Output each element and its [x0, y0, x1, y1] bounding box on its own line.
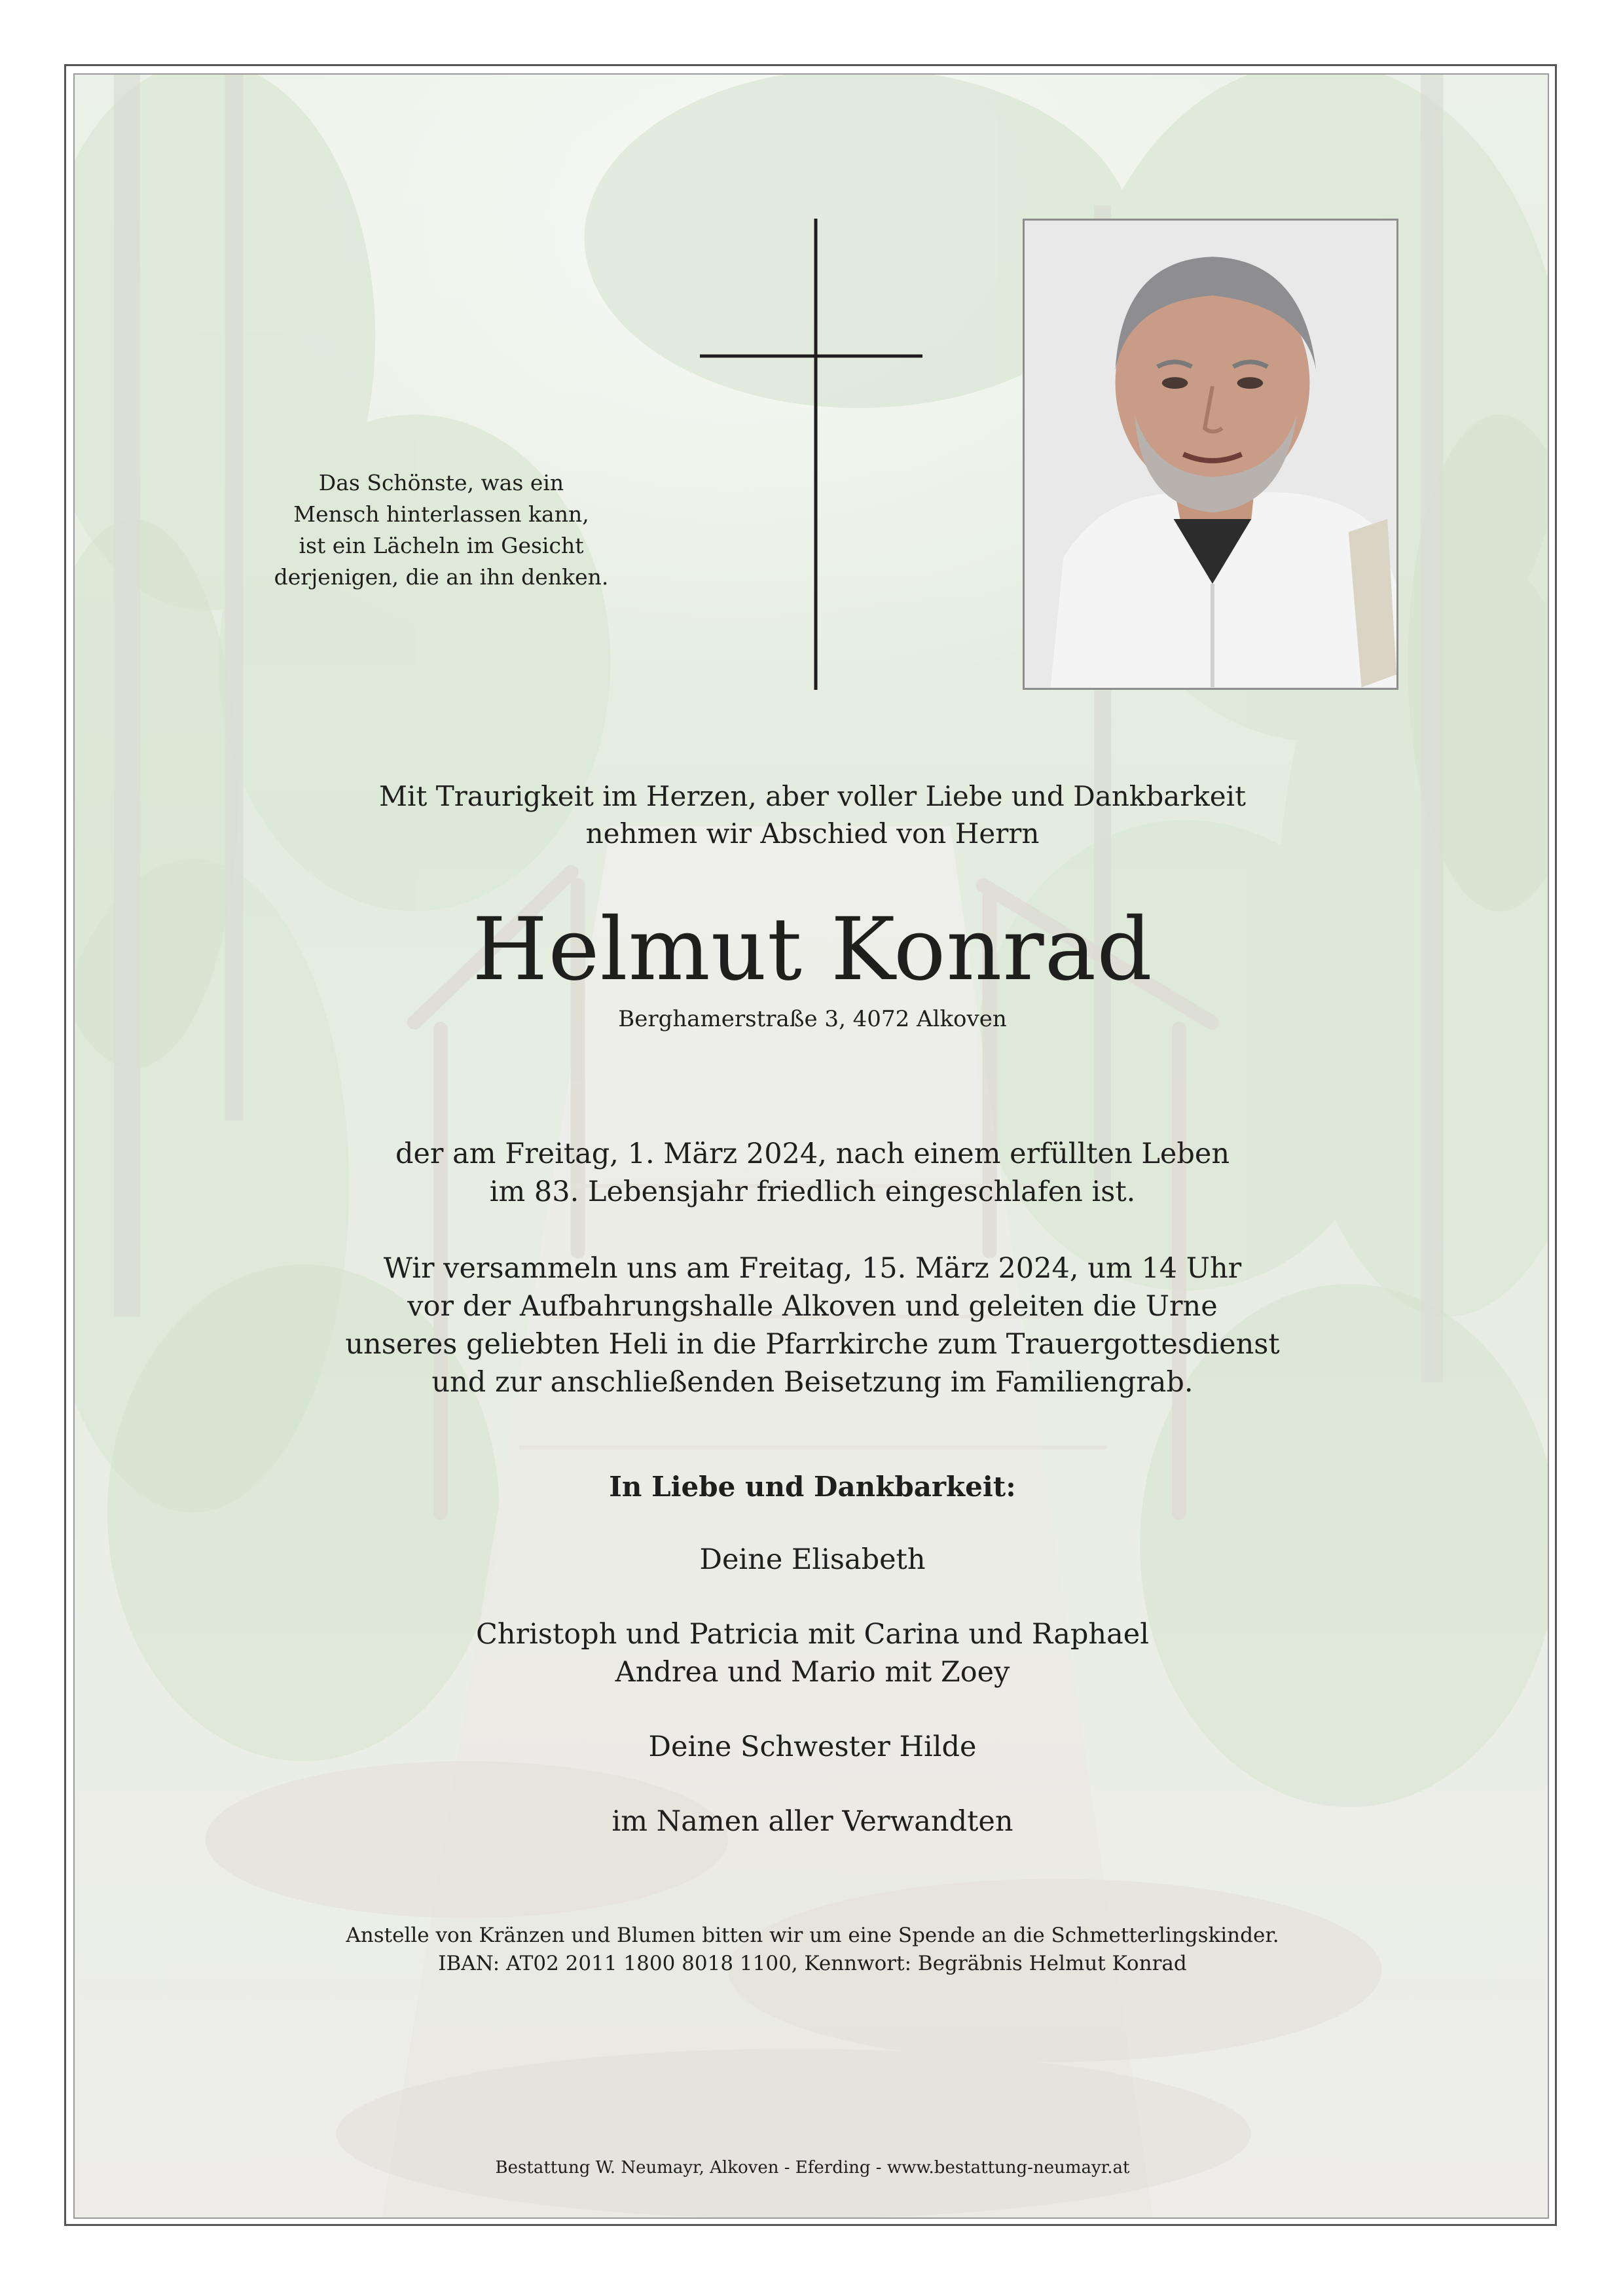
death-notice-line: im 83. Lebensjahr friedlich eingeschlafen ist. — [489, 1175, 1136, 1208]
ceremony-line: vor der Aufbahrungshalle Alkoven und geleiten die Urne — [407, 1290, 1218, 1323]
mourner-relatives: im Namen aller Verwandten — [611, 1805, 1013, 1838]
spacer — [75, 1691, 1549, 1728]
deceased-address: Berghamerstraße 3, 4072 Alkoven — [618, 1006, 1007, 1032]
donation-line: Anstelle von Kränzen und Blumen bitten wir um eine Spende an die Schmetterlingskinder. — [346, 1924, 1279, 1947]
intro-text — [75, 778, 1549, 852]
mourner-spouse: Deine Elisabeth — [699, 1543, 926, 1576]
funeral-home-footer: Bestattung W. Neumayr, Alkoven - Eferding - www.bestattung-neumayr.at — [495, 2158, 1130, 2178]
quote-line: ist ein Lächeln im Gesicht — [299, 533, 584, 558]
donation-note — [75, 1922, 1549, 1978]
intro-line: nehmen wir Abschied von Herrn — [585, 817, 1040, 850]
death-notice-line: der am Freitag, 1. März 2024, nach einem erfüllten Leben — [395, 1138, 1230, 1170]
mourners-list — [75, 1541, 1549, 1840]
memorial-quote — [245, 467, 638, 593]
intro-line: Mit Traurigkeit im Herzen, aber voller Liebe und Dankbarkeit — [379, 780, 1246, 812]
mourner-children: Christoph und Patricia mit Carina und Raphael — [476, 1618, 1149, 1651]
mourners-heading: In Liebe und Dankbarkeit: — [609, 1471, 1016, 1503]
quote-line: Mensch hinterlassen kann, — [293, 501, 589, 527]
ceremony-line: unseres geliebten Heli in die Pfarrkirche zum Trauergottesdienst — [345, 1328, 1280, 1361]
ceremony-details — [75, 1249, 1549, 1401]
cross-icon — [700, 219, 922, 690]
spacer — [75, 1579, 1549, 1615]
spacer — [75, 1766, 1549, 1803]
ceremony-line: und zur anschließenden Beisetzung im Familiengrab. — [431, 1366, 1194, 1399]
content-frame — [73, 73, 1549, 2219]
death-notice — [75, 1135, 1549, 1211]
quote-line: Das Schönste, was ein — [318, 470, 564, 495]
mourner-children: Andrea und Mario mit Zoey — [615, 1656, 1010, 1689]
donation-iban: IBAN: AT02 2011 1800 8018 1100, Kennwort: Begräbnis Helmut Konrad — [438, 1952, 1187, 1975]
mourner-sibling: Deine Schwester Hilde — [648, 1731, 977, 1763]
portrait-image — [1025, 221, 1396, 688]
quote-line: derjenigen, die an ihn denken. — [274, 564, 609, 590]
ceremony-line: Wir versammeln uns am Freitag, 15. März 2024, um 14 Uhr — [383, 1252, 1242, 1285]
portrait-photo — [1023, 219, 1398, 690]
deceased-name: Helmut Konrad — [472, 899, 1153, 1000]
